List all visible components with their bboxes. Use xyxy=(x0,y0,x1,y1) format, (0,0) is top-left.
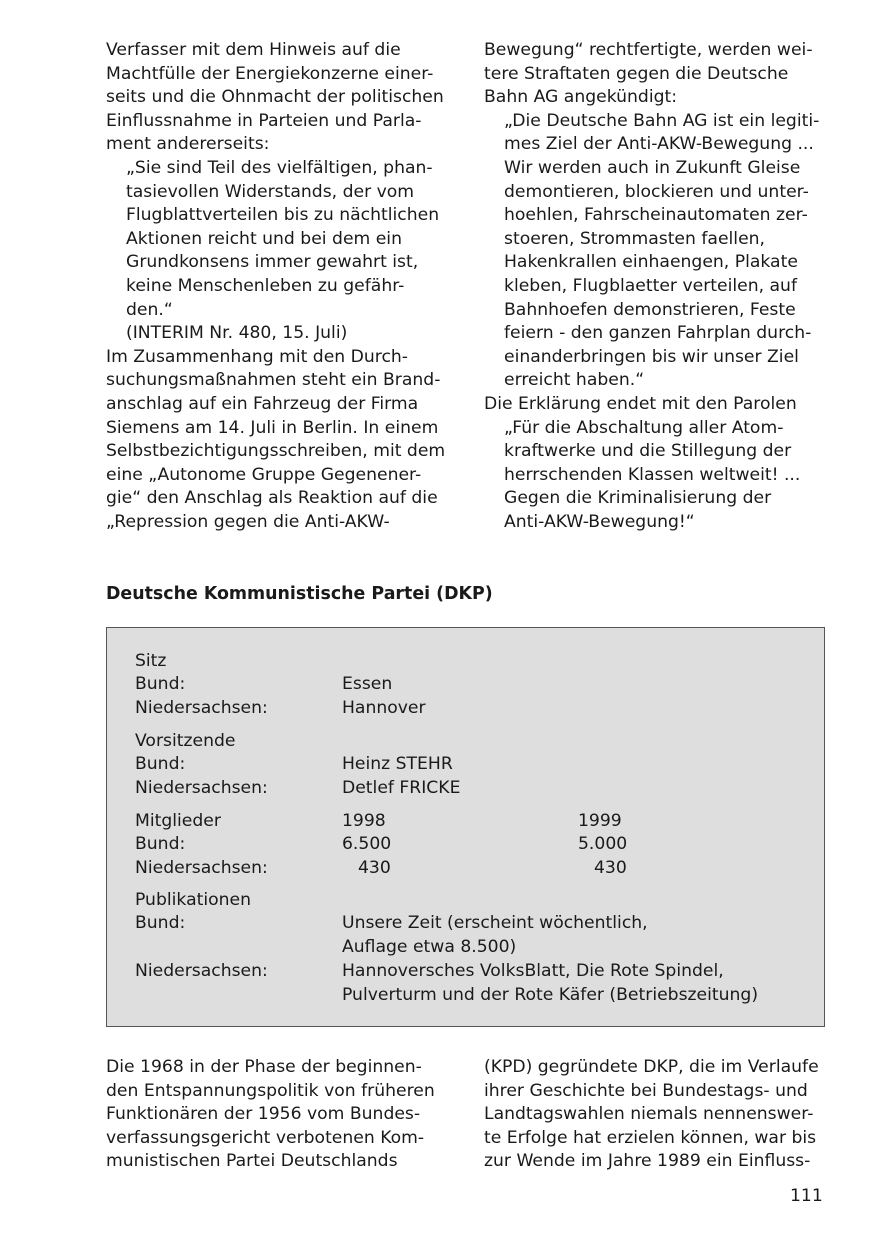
text-line: Machtfülle der Energiekonzerne einer- xyxy=(106,63,434,84)
page-number: 111 xyxy=(790,1186,823,1206)
sitz-bund-label: Bund: xyxy=(135,674,186,694)
text-line: kraftwerke und die Stillegung der xyxy=(504,441,792,462)
text-line: Aktionen reicht und bei dem ein xyxy=(126,228,402,249)
text-line: Wir werden auch in Zukunft Gleise xyxy=(504,157,801,178)
right-column-top xyxy=(484,39,829,534)
sitz-label: Sitz xyxy=(135,651,167,671)
pub-nds-line1: Hannoversches VolksBlatt, Die Rote Spindel, xyxy=(342,961,724,981)
mit-bund-label: Bund: xyxy=(135,834,186,854)
mit-nds-1998: 430 xyxy=(358,858,391,878)
text-line: demontieren, blockieren und unter- xyxy=(504,181,809,202)
text-line: „Repression gegen die Anti-AKW- xyxy=(106,511,390,532)
vors-bund-value: Heinz STEHR xyxy=(342,754,453,774)
mitglieder-label: Mitglieder xyxy=(135,811,221,831)
text-line: eine „Autonome Gruppe Gegenener- xyxy=(106,464,422,485)
sitz-nds-value: Hannover xyxy=(342,698,426,718)
mit-bund-1999: 5.000 xyxy=(578,834,628,854)
section-heading: Deutsche Kommunistische Partei (DKP) xyxy=(106,584,493,604)
pub-nds-line2: Pulverturm und der Rote Käfer (Betriebszeitung) xyxy=(342,985,759,1005)
mit-nds-label: Niedersachsen: xyxy=(135,858,268,878)
text-line: (KPD) gegründete DKP, die im Verlaufe xyxy=(484,1057,819,1077)
text-line: Bahn AG angekündigt: xyxy=(484,87,678,108)
vors-bund-label: Bund: xyxy=(135,754,186,774)
text-line: suchungsmaßnahmen steht ein Brand- xyxy=(106,370,441,391)
text-line: Die 1968 in der Phase der beginnen- xyxy=(106,1057,422,1077)
left-column-top xyxy=(106,39,451,534)
vors-nds-value: Detlef FRICKE xyxy=(342,778,461,798)
text-line: Einflussnahme in Parteien und Parla- xyxy=(106,110,422,131)
text-line: Funktionären der 1956 vom Bundes- xyxy=(106,1104,421,1125)
publikationen-label: Publikationen xyxy=(135,890,251,910)
year-1998: 1998 xyxy=(342,811,386,831)
text-line: Verfasser mit dem Hinweis auf die xyxy=(106,40,401,60)
right-column-bottom xyxy=(484,1056,829,1174)
text-line: anschlag auf ein Fahrzeug der Firma xyxy=(106,393,419,414)
text-line: den.“ xyxy=(126,299,173,320)
text-line: keine Menschenleben zu gefähr- xyxy=(126,275,405,296)
text-line: seits und die Ohnmacht der politischen xyxy=(106,87,444,108)
text-line: te Erfolge hat erzielen können, war bis xyxy=(484,1127,817,1148)
text-line: zur Wende im Jahre 1989 ein Einfluss- xyxy=(484,1151,811,1172)
text-line: herrschenden Klassen weltweit! ... xyxy=(504,464,801,485)
text-line: Hakenkrallen einhaengen, Plakate xyxy=(504,252,798,273)
text-line: Grundkonsens immer gewahrt ist, xyxy=(126,252,419,273)
text-line: gie“ den Anschlag als Reaktion auf die xyxy=(106,488,438,509)
text-line: Gegen die Kriminalisierung der xyxy=(504,488,772,509)
text-line: kleben, Flugblaetter verteilen, auf xyxy=(504,275,797,296)
text-line: tasievollen Widerstands, der vom xyxy=(126,181,415,202)
pub-bund-line2: Auflage etwa 8.500) xyxy=(342,937,517,957)
text-line: erreicht haben.“ xyxy=(504,370,645,391)
text-line: Landtagswahlen niemals nennenswer- xyxy=(484,1104,814,1125)
pub-nds-label: Niedersachsen: xyxy=(135,961,268,981)
text-line: Flugblattverteilen bis zu nächtlichen xyxy=(126,205,440,226)
sitz-bund-value: Essen xyxy=(342,674,393,694)
text-line: hoehlen, Fahrscheinautomaten zer- xyxy=(504,205,808,226)
text-line: den Entspannungspolitik von früheren xyxy=(106,1080,435,1101)
text-line: Bewegung“ rechtfertigte, werden wei- xyxy=(484,40,813,60)
text-line: einanderbringen bis wir unser Ziel xyxy=(504,346,799,367)
mit-nds-1999: 430 xyxy=(594,858,627,878)
text-line: Die Erklärung endet mit den Parolen xyxy=(484,393,797,414)
text-line: stoeren, Strommasten faellen, xyxy=(504,228,766,249)
left-column-bottom xyxy=(106,1056,451,1174)
text-line: Selbstbezichtigungsschreiben, mit dem xyxy=(106,441,446,462)
text-line: Bahnhoefen demonstrieren, Feste xyxy=(504,299,796,320)
text-line: „Für die Abschaltung aller Atom- xyxy=(504,417,784,438)
text-line: verfassungsgericht verbotenen Kom- xyxy=(106,1127,425,1148)
pub-bund-label: Bund: xyxy=(135,913,186,933)
text-line: (INTERIM Nr. 480, 15. Juli) xyxy=(126,323,348,344)
sitz-nds-label: Niedersachsen: xyxy=(135,698,268,718)
year-1999: 1999 xyxy=(578,811,622,831)
text-line: feiern - den ganzen Fahrplan durch- xyxy=(504,323,812,344)
vorsitzende-label: Vorsitzende xyxy=(135,731,236,751)
text-line: tere Straftaten gegen die Deutsche xyxy=(484,63,789,84)
pub-bund-line1: Unsere Zeit (erscheint wöchentlich, xyxy=(342,913,648,933)
text-line: ihrer Geschichte bei Bundestags- und xyxy=(484,1080,808,1101)
text-line: „Sie sind Teil des vielfältigen, phan- xyxy=(126,157,433,178)
text-line: „Die Deutsche Bahn AG ist ein legiti- xyxy=(504,110,820,131)
text-line: Siemens am 14. Juli in Berlin. In einem xyxy=(106,417,439,438)
text-line: ment andererseits: xyxy=(106,134,270,155)
info-box xyxy=(106,627,825,1027)
mit-bund-1998: 6.500 xyxy=(342,834,392,854)
text-line: mes Ziel der Anti-AKW-Bewegung ... xyxy=(504,134,814,155)
vors-nds-label: Niedersachsen: xyxy=(135,778,268,798)
text-line: munistischen Partei Deutschlands xyxy=(106,1151,398,1172)
text-line: Anti-AKW-Bewegung!“ xyxy=(504,511,695,532)
text-line: Im Zusammenhang mit den Durch- xyxy=(106,346,408,367)
